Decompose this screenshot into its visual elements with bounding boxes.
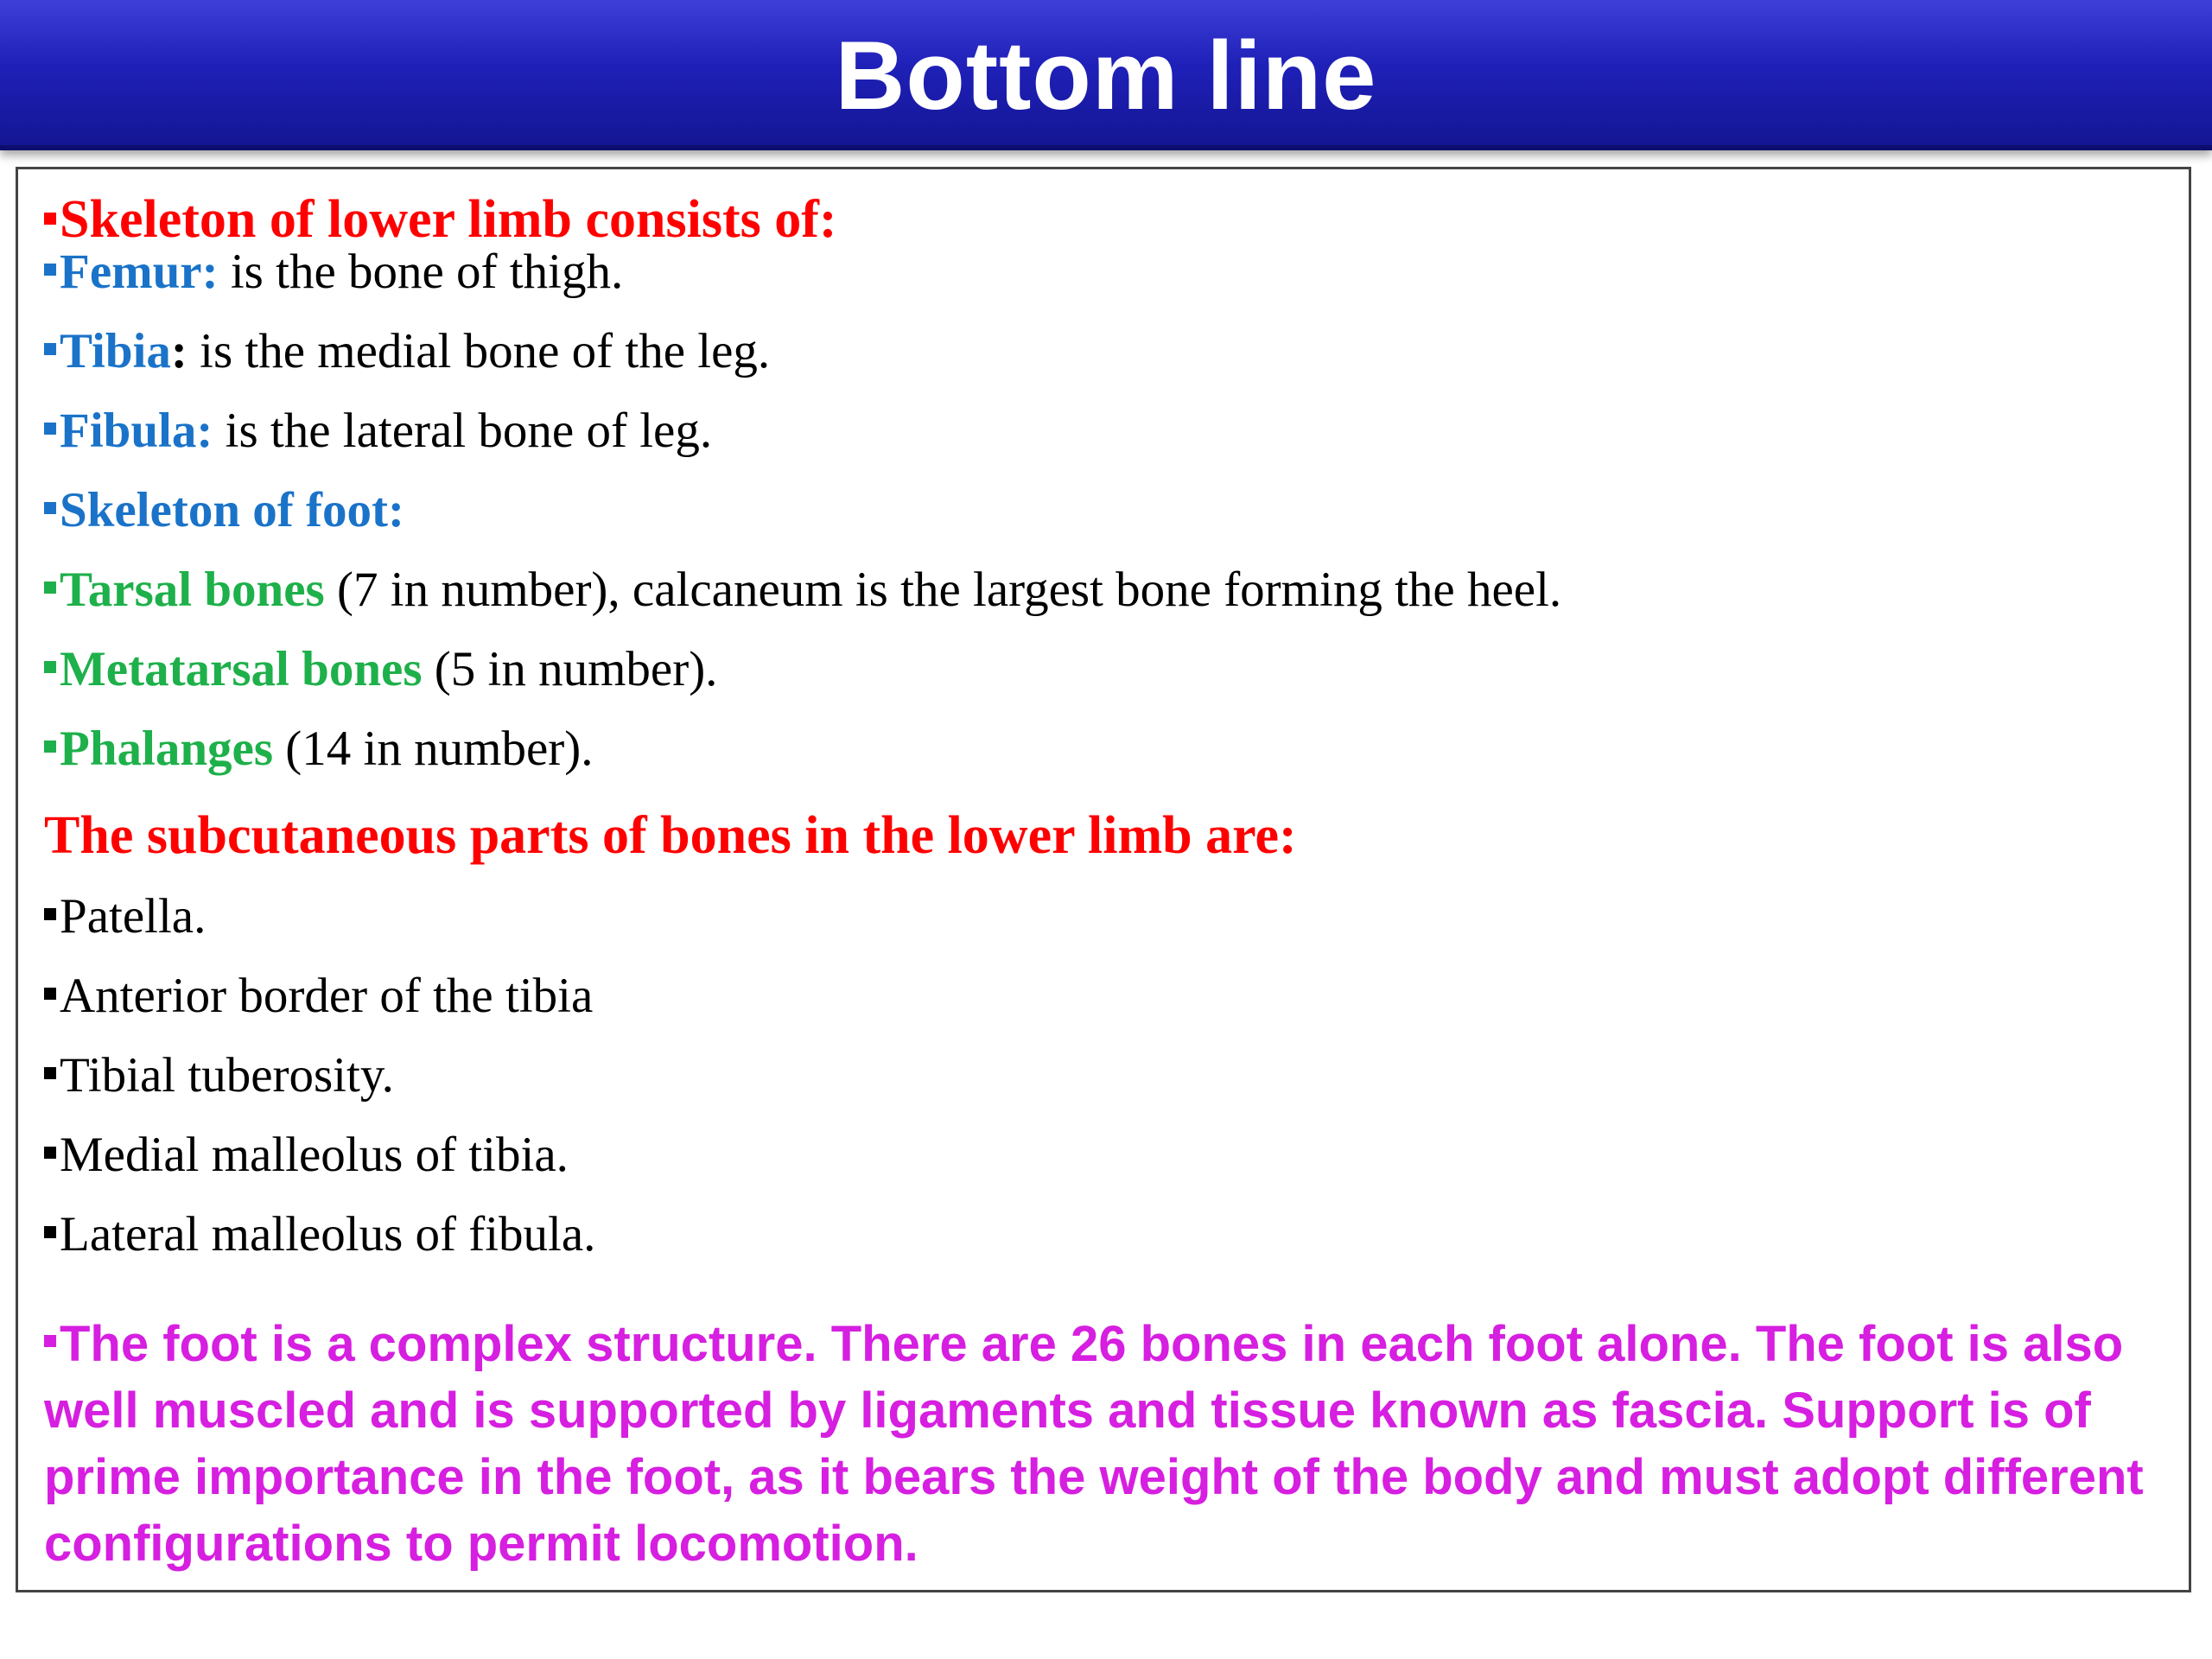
fibula-term: Fibula:	[60, 404, 213, 458]
skeleton-heading: Skeleton of lower limb consists of:	[60, 190, 837, 249]
subcutaneous-item: Medial malleolus of tibia.	[60, 1128, 569, 1182]
list-item	[44, 969, 594, 1023]
square-bullet-icon	[44, 264, 56, 276]
metatarsal-line	[44, 642, 718, 696]
square-bullet-icon	[44, 1147, 56, 1159]
square-bullet-icon	[44, 502, 56, 514]
square-bullet-icon	[44, 582, 56, 594]
content-box	[16, 167, 2191, 1592]
femur-desc: is the bone of thigh.	[218, 245, 624, 299]
square-bullet-icon	[44, 213, 56, 225]
square-bullet-icon	[44, 1335, 56, 1347]
subcutaneous-item: Tibial tuberosity.	[60, 1048, 394, 1103]
tibia-desc: is the medial bone of the leg.	[187, 324, 771, 378]
fibula-line	[44, 404, 713, 458]
list-item	[44, 1128, 569, 1182]
square-bullet-icon	[44, 343, 56, 355]
metatarsal-desc: (5 in number).	[422, 642, 718, 696]
square-bullet-icon	[44, 1226, 56, 1238]
list-item	[44, 1207, 596, 1262]
femur-line	[44, 245, 624, 299]
list-item	[44, 1048, 394, 1103]
subcutaneous-heading: The subcutaneous parts of bones in the lower limb are:	[44, 806, 1297, 865]
square-bullet-icon	[44, 908, 56, 920]
phalanges-line	[44, 721, 594, 776]
tibia-line	[44, 324, 771, 378]
subcutaneous-item: Anterior border of the tibia	[60, 969, 594, 1023]
tibia-term: Tibia	[60, 324, 171, 378]
tarsal-desc: (7 in number), calcaneum is the largest bone forming the heel.	[324, 563, 1562, 617]
fibula-desc: is the lateral bone of leg.	[213, 404, 713, 458]
tarsal-line	[44, 563, 1562, 617]
femur-term: Femur:	[60, 245, 219, 299]
square-bullet-icon	[44, 988, 56, 1000]
square-bullet-icon	[44, 423, 56, 435]
subcutaneous-item: Lateral malleolus of fibula.	[60, 1207, 596, 1262]
phalanges-desc: (14 in number).	[273, 721, 594, 776]
foot-skeleton-heading: Skeleton of foot:	[60, 483, 404, 537]
skeleton-heading-line	[44, 190, 837, 249]
foot-note-paragraph	[44, 1311, 2187, 1577]
tibia-colon: :	[170, 324, 188, 378]
square-bullet-icon	[44, 661, 56, 673]
foot-note-text: The foot is a complex structure. There are 26 bones in each foot alone. The foot is also well muscled and is supported by ligaments and tissue known as fascia. Support is of prime importance in the foot, as it bears the weight of the body and must adopt different configurations to permit locomotion.	[44, 1316, 2144, 1572]
subcutaneous-item: Patella.	[60, 889, 207, 944]
title-bar	[0, 0, 2212, 150]
list-item	[44, 889, 207, 944]
square-bullet-icon	[44, 741, 56, 753]
phalanges-term: Phalanges	[60, 721, 274, 776]
square-bullet-icon	[44, 1067, 56, 1079]
metatarsal-term: Metatarsal bones	[60, 642, 423, 696]
foot-skeleton-line	[44, 483, 404, 537]
tarsal-term: Tarsal bones	[60, 563, 325, 617]
slide-title: Bottom line	[835, 22, 1377, 130]
subcutaneous-heading-line	[44, 806, 1297, 865]
